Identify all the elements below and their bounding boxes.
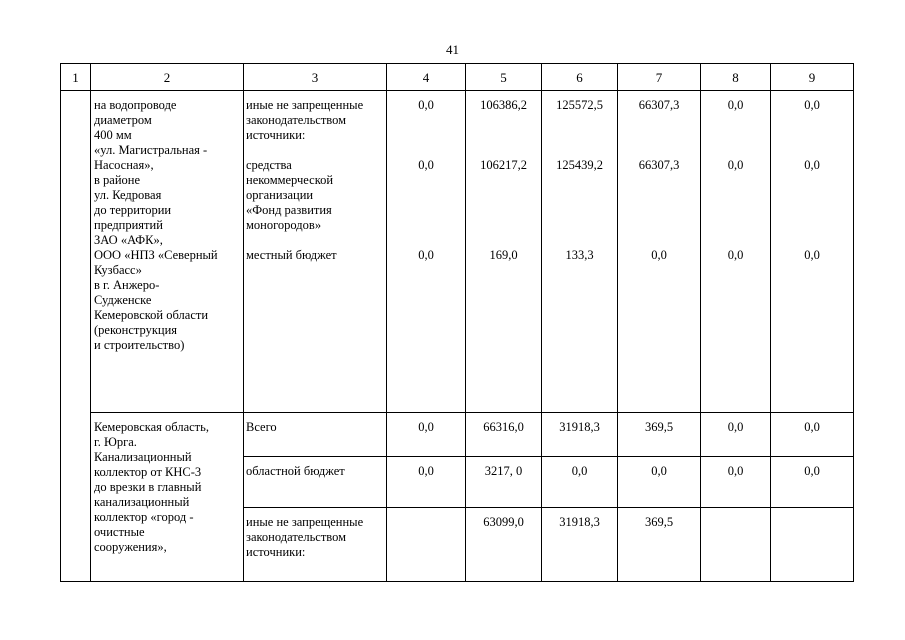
value-cell-col4 bbox=[387, 508, 466, 582]
funding-source-cell bbox=[244, 91, 387, 413]
project-name-line: «ул. Магистральная - bbox=[94, 143, 208, 157]
value-cell-col5: 3217, 0 bbox=[466, 457, 542, 508]
project-name-line: ЗАО «АФК», bbox=[94, 233, 163, 247]
project-name-line: до территории bbox=[94, 203, 172, 217]
value: 0,0 bbox=[727, 158, 744, 172]
project-name-line: канализационный bbox=[94, 495, 190, 509]
column-header-6: 6 bbox=[542, 64, 618, 91]
value: 0,0 bbox=[418, 248, 434, 262]
column-header-5: 5 bbox=[466, 64, 542, 91]
value-cell-col9 bbox=[771, 508, 854, 582]
project-name-line: Канализационный bbox=[94, 450, 192, 464]
project-name-line: г. Юрга. bbox=[94, 435, 137, 449]
value-cell-col6: 31918,3 bbox=[542, 413, 618, 457]
value-cell-col8 bbox=[701, 91, 771, 413]
funding-source-line: организации bbox=[246, 188, 314, 202]
value: 66307,3 bbox=[638, 98, 680, 112]
page-number: 41 bbox=[446, 42, 459, 57]
budget-table bbox=[60, 63, 854, 582]
project-name-line: коллектор «город - bbox=[94, 510, 194, 524]
value: 133,3 bbox=[565, 248, 594, 262]
value-cell-col6: 31918,3 bbox=[542, 508, 618, 582]
table-row bbox=[61, 413, 854, 457]
funding-source-line: законодательством bbox=[246, 113, 347, 127]
funding-source-line: моногородов» bbox=[246, 218, 322, 232]
funding-source-cell bbox=[244, 413, 387, 457]
project-name-line: ул. Кедровая bbox=[94, 188, 162, 202]
project-name-line: Кемеровская область, bbox=[94, 420, 209, 434]
value-cell-col4 bbox=[387, 91, 466, 413]
column-header-4: 4 bbox=[387, 64, 466, 91]
funding-source-line: средства bbox=[246, 158, 292, 172]
column-header-7: 7 bbox=[618, 64, 701, 91]
project-name-line: очистные bbox=[94, 525, 145, 539]
column-header-2: 2 bbox=[91, 64, 244, 91]
value: 106386,2 bbox=[480, 98, 527, 112]
value-cell-col8: 0,0 bbox=[701, 413, 771, 457]
value-cell-col7: 0,0 bbox=[618, 457, 701, 508]
value-cell-col5: 66316,0 bbox=[466, 413, 542, 457]
value: 169,0 bbox=[489, 248, 518, 262]
funding-source-line: «Фонд развития bbox=[246, 203, 332, 217]
funding-source-text: иные не запрещенные законодательством источники: bbox=[246, 515, 364, 559]
value: 66307,3 bbox=[638, 158, 680, 172]
value-cell-col4: 0,0 bbox=[387, 457, 466, 508]
column-number-row bbox=[61, 64, 854, 91]
project-name-line: Кемеровской области bbox=[94, 308, 209, 322]
funding-source-line: местный бюджет bbox=[246, 248, 337, 262]
funding-source-text: Всего bbox=[246, 420, 277, 434]
project-name-cell bbox=[91, 413, 244, 582]
row-number-cell bbox=[61, 91, 91, 582]
project-name-line: предприятий bbox=[94, 218, 163, 232]
column-header-1: 1 bbox=[61, 64, 91, 91]
value-cell-col8: 0,0 bbox=[701, 457, 771, 508]
value-cell-col5: 63099,0 bbox=[466, 508, 542, 582]
value: 106217,2 bbox=[480, 158, 527, 172]
value: 0,0 bbox=[804, 248, 820, 262]
value-cell-col4: 0,0 bbox=[387, 413, 466, 457]
value-cell-col7 bbox=[618, 91, 701, 413]
funding-source-cell bbox=[244, 457, 387, 508]
value: 0,0 bbox=[727, 248, 744, 262]
project-name-line: Кузбасс» bbox=[94, 263, 142, 277]
project-name-line: 400 мм bbox=[94, 128, 132, 142]
funding-source-line: источники: bbox=[246, 128, 306, 142]
column-header-9: 9 bbox=[771, 64, 854, 91]
funding-source-line: иные не запрещенные bbox=[246, 98, 364, 112]
value: 0,0 bbox=[804, 98, 820, 112]
value: 0,0 bbox=[804, 158, 820, 172]
value: 0,0 bbox=[727, 98, 744, 112]
project-name-cell bbox=[91, 91, 244, 413]
value-cell-col5 bbox=[466, 91, 542, 413]
project-name-line: Насосная», bbox=[94, 158, 154, 172]
funding-source-cell bbox=[244, 508, 387, 582]
value: 0,0 bbox=[418, 158, 434, 172]
project-name-line: диаметром bbox=[94, 113, 152, 127]
project-name-line: до врезки в главный bbox=[94, 480, 202, 494]
value-cell-col6: 0,0 bbox=[542, 457, 618, 508]
table-row bbox=[61, 91, 854, 413]
value-cell-col9: 0,0 bbox=[771, 457, 854, 508]
funding-source-text: областной бюджет bbox=[246, 464, 345, 478]
project-name-line: и строительство) bbox=[94, 338, 185, 352]
project-name-line: сооружения», bbox=[94, 540, 167, 554]
project-name-line: в районе bbox=[94, 173, 141, 187]
project-name-line: коллектор от КНС-3 bbox=[94, 465, 202, 479]
value-cell-col7: 369,5 bbox=[618, 508, 701, 582]
project-name-line: (реконструкция bbox=[94, 323, 178, 337]
value-cell-col7: 369,5 bbox=[618, 413, 701, 457]
column-header-8: 8 bbox=[701, 64, 771, 91]
value: 0,0 bbox=[418, 98, 434, 112]
value: 0,0 bbox=[651, 248, 667, 262]
value: 125439,2 bbox=[556, 158, 603, 172]
value-cell-col6 bbox=[542, 91, 618, 413]
project-name-line: Судженске bbox=[94, 293, 152, 307]
value-cell-col9: 0,0 bbox=[771, 413, 854, 457]
funding-source-line: некоммерческой bbox=[246, 173, 334, 187]
value-cell-col8 bbox=[701, 508, 771, 582]
column-header-3: 3 bbox=[244, 64, 387, 91]
value-cell-col9 bbox=[771, 91, 854, 413]
value: 125572,5 bbox=[556, 98, 603, 112]
project-name-line: ООО «НПЗ «Северный bbox=[94, 248, 218, 262]
project-name-line: на водопроводе bbox=[94, 98, 177, 112]
project-name-line: в г. Анжеро- bbox=[94, 278, 160, 292]
